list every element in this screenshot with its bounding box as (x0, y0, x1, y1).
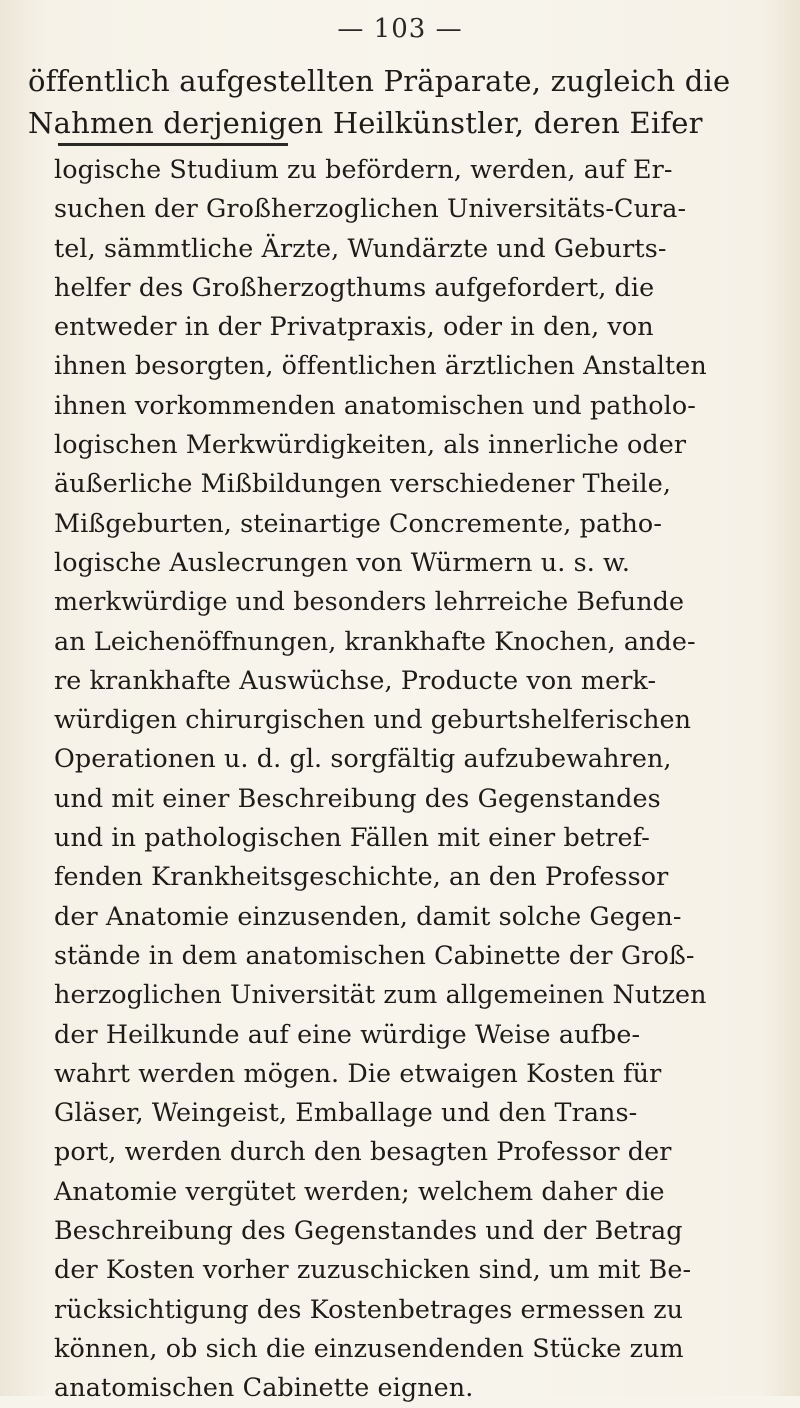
text-line: und mit einer Beschreibung des Gegenstandes (54, 782, 661, 813)
body-paragraph (54, 150, 794, 1408)
text-line: Mißgeburten, steinartige Concremente, patho- (54, 507, 662, 538)
text-line: anatomischen Cabinette eignen. (54, 1372, 474, 1403)
text-line: stände in dem anatomischen Cabinette der Groß- (54, 939, 695, 970)
text-line: tel, sämmtliche Ärzte, Wundärzte und Geburts- (54, 232, 667, 263)
header-line: öffentlich aufgestellten Präparate, zugleich die (28, 64, 731, 98)
text-line: ihnen besorgten, öffentlichen ärztlichen Anstalten (54, 350, 707, 381)
text-line: können, ob sich die einzusendenden Stücke zum (54, 1332, 684, 1363)
text-line: entweder in der Privatpraxis, oder in den, von (54, 311, 654, 342)
text-line: logische Auslecrungen von Würmern u. s. w. (54, 546, 631, 577)
text-line: würdigen chirurgischen und geburtshelferischen (54, 704, 692, 735)
text-line: re krankhafte Auswüchse, Producte von merk- (54, 664, 657, 695)
text-line: port, werden durch den besagten Professor der (54, 1136, 672, 1167)
text-line: der Kosten vorher zuzuschicken sind, um mit Be- (54, 1254, 692, 1285)
text-line: logischen Merkwürdigkeiten, als innerliche oder (54, 429, 687, 460)
text-line: Gläser, Weingeist, Emballage und den Trans- (54, 1097, 638, 1128)
text-line: ihnen vorkommenden anatomischen und patholo- (54, 389, 696, 420)
page-number: — 103 — (337, 14, 463, 44)
text-line: herzoglichen Universität zum allgemeinen Nutzen (54, 979, 707, 1010)
text-line: und in pathologischen Fällen mit einer betref- (54, 822, 650, 853)
text-line: der Heilkunde auf eine würdige Weise aufbe- (54, 1018, 641, 1049)
text-line: Anatomie vergütet werden; welchem daher die (54, 1175, 665, 1206)
header-paragraph (28, 60, 788, 144)
text-line: der Anatomie einzusenden, damit solche Gegen- (54, 900, 682, 931)
text-line: Operationen u. d. gl. sorgfältig aufzubewahren, (54, 743, 672, 774)
text-line: logische Studium zu befördern, werden, auf Er- (54, 154, 673, 184)
text-line: helfer des Großherzogthums aufgefordert, die (54, 271, 655, 302)
text-line: äußerliche Mißbildungen verschiedener Theile, (54, 468, 672, 499)
text-line: Beschreibung des Gegenstandes und der Betrag (54, 1215, 683, 1246)
text-line: rücksichtigung des Kostenbetrages ermessen zu (54, 1293, 684, 1324)
text-line: merkwürdige und besonders lehrreiche Befunde (54, 586, 685, 617)
header-line: Nahmen derjenigen Heilkünstler, deren Eifer (28, 106, 703, 140)
text-line: wahrt werden mögen. Die etwaigen Kosten für (54, 1057, 662, 1088)
text-line: suchen der Großherzoglichen Universitäts-Cura- (54, 193, 687, 224)
text-line: fenden Krankheitsgeschichte, an den Professor (54, 861, 669, 892)
section-divider (58, 143, 288, 146)
text-line: an Leichenöffnungen, krankhafte Knochen, ande- (54, 625, 696, 656)
